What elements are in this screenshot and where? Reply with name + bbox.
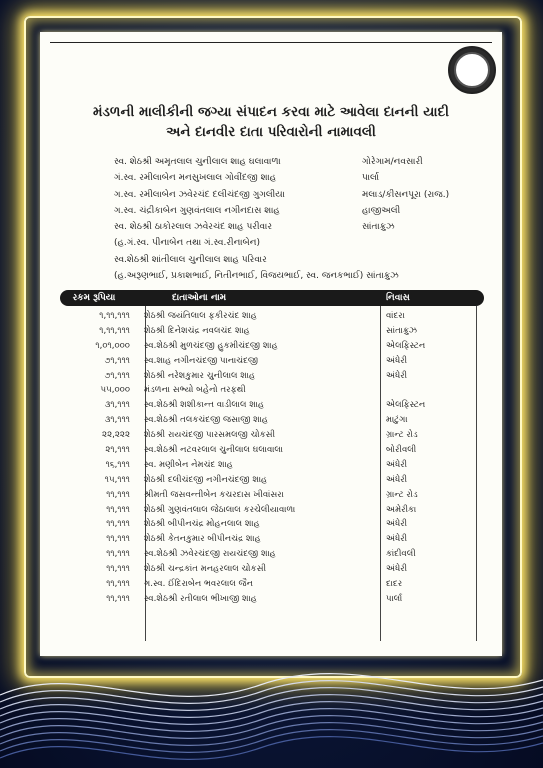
header-amount: રકમ રૂપિયા: [72, 293, 116, 303]
row-place: ગ્રાન્ટ રોડ: [386, 489, 418, 500]
table-row: [60, 413, 484, 428]
row-amount: ૧૧,૧૧૧: [106, 489, 130, 500]
row-amount: ૧૧,૧૧૧: [106, 593, 130, 604]
donor-row: [114, 170, 494, 186]
donor-place: મલાડ/કીસનપૂરા (રાજ.): [362, 189, 450, 200]
table-row: [60, 577, 484, 592]
donor-row: [114, 203, 494, 219]
row-place: એલફિસ્ટન: [386, 400, 426, 411]
row-place: પાર્લા: [386, 593, 403, 604]
row-place: અંધેરી: [386, 355, 408, 366]
row-amount: ૨૧,૧૧૧: [105, 445, 130, 456]
page-title-line-2: અને દાનવીર દાતા પરિવારોની નામાવલી: [166, 124, 376, 140]
row-place: બોરીવલી: [386, 445, 417, 456]
donor-place: હાજીઅલી: [362, 205, 401, 216]
row-name: શેઠશ્રી કેતનકુમાર બીપીનચંદ્ર શાહ: [144, 534, 261, 545]
table-row: [60, 354, 484, 369]
row-amount: ૩૧,૧૧૧: [104, 415, 130, 426]
table-row: [60, 517, 484, 532]
row-name: સ્વ.શેઠશ્રી તલકચંદજી જસાજી શાહ: [144, 415, 268, 426]
table-row: [60, 473, 484, 488]
row-amount: ૧૬,૧૧૧: [105, 459, 130, 470]
table-row: [60, 503, 484, 518]
table-row: [60, 398, 484, 413]
row-place: અંધેરી: [386, 519, 408, 530]
table-row: [60, 458, 484, 473]
row-amount: ૧૧,૧૧૧: [106, 579, 130, 590]
header-name: દાતાઓના નામ: [172, 293, 227, 303]
row-amount: ૧,૧૧,૧૧૧: [99, 311, 130, 321]
row-amount: ૧૧,૧૧૧: [106, 504, 130, 515]
row-amount: ૧૧,૧૧૧: [106, 549, 130, 560]
row-place: એલફિસ્ટન: [386, 340, 426, 351]
table-row: [60, 309, 484, 324]
row-place: અમેરીકા: [386, 504, 417, 515]
donor-name: (હ.અરૂણભાઈ, પ્રકાશભાઈ, નિતીનભાઈ, વિજયભાઈ, સ્વ. જનકભાઈ) સાંતાક્રુઝ: [114, 271, 399, 282]
donor-name: સ્વ. શેઠશ્રી ઠાકોરલાલ ઝવેરચંદ શાહ પરીવાર: [114, 222, 272, 233]
donor-name: ગ.સ્વ. રમીલાબેન ઝવેરચંદ દલીચંદજી ગુગલીયા: [114, 189, 285, 200]
row-place: સાંતાક્રુઝ: [386, 325, 418, 336]
row-amount: ૨૨,૨૨૨: [102, 430, 130, 441]
row-name: સ્વ.શેઠશ્રી નટવરલાલ ચુનીલાલ ઘલાવાલા: [144, 445, 284, 456]
table-row: [60, 369, 484, 384]
logo-emblem: [454, 52, 490, 88]
table-row: [60, 562, 484, 577]
row-name: ગ.સ્વ. ઈંદિરાબેન ભવરલાલ જૈન: [144, 579, 254, 590]
row-name: સ્વ.શાહ નગીનચંદજી પાનાચંદજી: [144, 355, 259, 366]
document-sheet: [40, 32, 502, 656]
row-name: શેઠશ્રી બીપીનચંદ્ર મોહનલાલ શાહ: [144, 519, 260, 530]
row-amount: ૧૫,૧૧૧: [104, 474, 130, 485]
table-row: [60, 383, 484, 398]
donation-table-body: [60, 309, 484, 607]
header-place: નિવાસ: [386, 293, 410, 303]
row-name: શેઠશ્રી દલીચંદજી નગીનચંદજી શાહ: [144, 474, 268, 485]
donor-name: ગં.સ્વ. રમીલાબેન મનસુખલાલ ગોવીંદજી શાહ: [114, 173, 277, 184]
table-row: [60, 488, 484, 503]
row-name: શેઠશ્રી નરેશકુમાર ચુનીલાલ શાહ: [144, 370, 256, 381]
row-place: કાંદીવલી: [386, 549, 416, 560]
row-place: અંધેરી: [386, 474, 408, 485]
row-name: શેઠશ્રી ગુણવંતલાલ જેઠાલાલ કરચેલીયાવાળા: [144, 504, 296, 515]
row-amount: ૧૧,૧૧૧: [106, 564, 130, 575]
organization-logo: [448, 46, 496, 94]
donor-name: (હ.ગં.સ્વ. પીનાબેન તથા ગં.સ્વ.રીનાબેન): [114, 238, 260, 249]
donor-place: પાર્લા: [362, 173, 380, 184]
row-amount: ૧,૦૧,૦૦૦: [95, 340, 130, 351]
table-row: [60, 339, 484, 354]
row-name: શ્રીમતી જસવન્તીબેન કચરદાસ ખીવાંસરા: [144, 489, 284, 500]
donor-row: [114, 235, 494, 251]
row-place: અંધેરી: [386, 534, 408, 545]
row-name: સ્વ.શેઠશ્રી શશીકાન્ત વાડીલાલ શાહ: [144, 400, 265, 411]
donor-place: સાંતાક્રુઝ: [362, 222, 395, 233]
row-name: સ્વ.શેઠશ્રી મુળચંદજી હુકમીચંદજી શાહ: [144, 340, 278, 351]
row-place: અંધેરી: [386, 370, 408, 381]
row-name: શેઠશ્રી ચન્દ્રકાંત મનહરલાલ ચોકસી: [144, 564, 267, 575]
donor-row: [114, 187, 494, 203]
page-title-line-1: મંડળની માલીકીની જગ્યા સંપાદન કરવા માટે આવેલા દાનની યાદી: [92, 104, 450, 120]
decorative-waves: [0, 600, 543, 768]
top-rule: [50, 42, 492, 43]
donor-place: ગોરેગામ/નવસારી: [362, 157, 423, 167]
row-amount: ૭૧,૧૧૧: [104, 355, 130, 366]
row-amount: ૧,૧૧,૧૧૧: [99, 325, 130, 336]
table-row: [60, 324, 484, 339]
row-name: શેઠશ્રી રાયચંદજી પારસમલજી ચોકસી: [144, 430, 276, 441]
row-place: ગ્રાન્ટ રોડ: [386, 430, 418, 441]
row-amount: ૧૧,૧૧૧: [106, 519, 130, 530]
row-name: શેઠશ્રી દિનેશચંદ્ર નવલચંદ શાહ: [144, 325, 250, 336]
donor-name: સ્વ.શેઠશ્રી શાંતીલાલ ચુનીલાલ શાહ પરિવાર: [114, 254, 267, 265]
row-name: શેઠશ્રી જયંતિલાલ ફકીરચંદ શાહ: [144, 311, 257, 321]
table-row: [60, 428, 484, 443]
row-amount: ૭૧,૧૧૧: [104, 370, 130, 381]
row-place: અંધેરી: [386, 459, 408, 470]
row-name: સ્વ.શેઠશ્રી ઝવેરચંદજી રાયચંદજી શાહ: [144, 549, 276, 560]
donor-row: [114, 252, 494, 268]
row-amount: ૧૧,૧૧૧: [106, 534, 130, 545]
row-amount: ૫૫,૦૦૦: [100, 385, 130, 396]
donation-table-header: [60, 290, 484, 306]
row-name: સ્વ.શેઠશ્રી રતીલાલ ભીખાજી શાહ: [144, 593, 257, 604]
donor-name: સ્વ. શેઠશ્રી અમૃતલાલ ચુનીલાલ શાહ ઘલાવાળા: [114, 157, 281, 167]
table-row: [60, 532, 484, 547]
donor-row: [114, 268, 494, 284]
donor-row: [114, 154, 494, 170]
row-name: સ્વ. મણીબેન નેમચંદ શાહ: [144, 459, 233, 470]
donor-name: ગ.સ્વ. ચંદ્રીકાબેન ગુણવંતલાલ નગીનદાસ શાહ: [114, 205, 280, 216]
table-row: [60, 547, 484, 562]
row-name: મંડળના સભ્યો બહેનો તરફથી: [144, 385, 246, 396]
row-place: દાદર: [386, 579, 403, 590]
donor-row: [114, 219, 494, 235]
major-donor-list: [114, 154, 494, 284]
row-amount: ૩૧,૧૧૧: [104, 400, 130, 411]
row-place: વાંદરા: [386, 311, 405, 321]
row-place: માટુંગા: [386, 415, 408, 426]
table-row: [60, 443, 484, 458]
row-place: અંધેરી: [386, 564, 408, 575]
